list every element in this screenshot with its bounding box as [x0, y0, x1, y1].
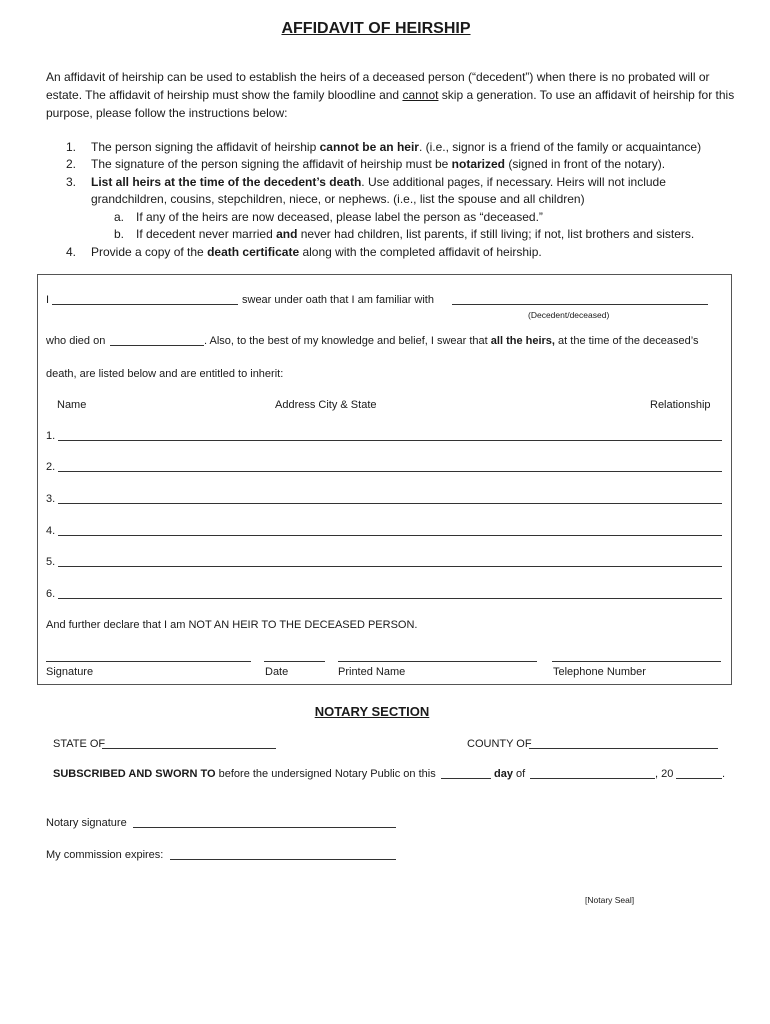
notary-signature-field[interactable]	[133, 827, 396, 828]
instruction-item-continued: grandchildren, cousins, stepchildren, niece, or nephews. (i.e., list the spouse and all children)	[91, 192, 585, 206]
instruction-number: 3.	[65, 175, 76, 189]
notary-seal-placeholder: [Notary Seal]	[585, 895, 635, 905]
sub-instruction-item: If decedent never married and never had children, list parents, if still living; if not, list brothers and sisters.	[136, 227, 695, 241]
commission-expiry-field[interactable]	[170, 859, 396, 860]
heir-line-field[interactable]	[58, 440, 722, 441]
decedent-caption: (Decedent/deceased)	[528, 310, 610, 320]
notary-section-heading: NOTARY SECTION	[314, 704, 430, 719]
telephone-field[interactable]	[552, 661, 721, 662]
heir-number: 3.	[46, 493, 56, 505]
day-label: day	[494, 768, 513, 780]
heir-line-field[interactable]	[58, 471, 722, 472]
column-header-address: Address City & State	[275, 399, 377, 411]
instruction-item: The person signing the affidavit of heirship cannot be an heir. (i.e., signor is a friend of the family or acquaintance)	[91, 140, 702, 154]
year-field[interactable]	[676, 778, 722, 779]
county-label: COUNTY OF	[467, 738, 532, 750]
heir-line-field[interactable]	[58, 503, 722, 504]
column-header-name: Name	[57, 399, 87, 411]
belief-statement: . Also, to the best of my knowledge and belief, I swear that all the heirs, at the time of the deceased’s	[204, 335, 699, 347]
died-on-label: who died on	[46, 335, 106, 347]
decedent-name-field[interactable]	[452, 304, 708, 305]
non-heir-declaration: And further declare that I am NOT AN HEIR TO THE DECEASED PERSON.	[46, 619, 418, 631]
of-label: of	[516, 768, 526, 780]
sentence-period: .	[722, 768, 726, 780]
telephone-label: Telephone Number	[553, 666, 646, 678]
sub-instruction-letter: a.	[114, 210, 125, 224]
month-field[interactable]	[530, 778, 655, 779]
instruction-number: 4.	[65, 245, 76, 259]
instruction-number: 2.	[65, 157, 76, 171]
year-prefix: , 20	[655, 768, 674, 780]
signature-label: Signature	[46, 666, 94, 678]
commission-label: My commission expires:	[46, 849, 164, 861]
date-of-death-field[interactable]	[110, 345, 204, 346]
sub-instruction-item: If any of the heirs are now deceased, please label the person as “deceased.”	[136, 210, 543, 224]
intro-underlined: cannot	[402, 88, 439, 102]
sub-instruction-letter: b.	[114, 227, 125, 241]
signature-field[interactable]	[46, 661, 251, 662]
heir-line-field[interactable]	[58, 566, 722, 567]
oath-text: swear under oath that I am familiar with	[242, 294, 434, 306]
instruction-item: The signature of the person signing the affidavit of heirship must be notarized (signed in front of the notary).	[91, 157, 666, 171]
heir-number: 1.	[46, 430, 56, 442]
date-field[interactable]	[264, 661, 325, 662]
intro-part2: skip a generation. To use an affidavit of heirship for this purpose, please follow the instructions below:	[46, 88, 735, 120]
heir-number: 6.	[46, 588, 56, 600]
day-field[interactable]	[441, 778, 491, 779]
state-field[interactable]	[102, 748, 276, 749]
column-header-relationship: Relationship	[650, 399, 711, 411]
oath-i-label: I	[46, 294, 50, 306]
date-label: Date	[265, 666, 289, 678]
notary-signature-label: Notary signature	[46, 817, 127, 829]
affiant-name-field[interactable]	[52, 304, 238, 305]
intro-part1: An affidavit of heirship can be used to establish the heirs of a deceased person (“decedent”) when there is no probated will or estate. The affidavit of heirship must show the family bloodline and	[46, 70, 710, 102]
heir-number: 4.	[46, 525, 56, 537]
printed-name-label: Printed Name	[338, 666, 406, 678]
instruction-item: List all heirs at the time of the decedent’s death. Use additional pages, if necessary. Heirs will not include	[91, 175, 666, 189]
intro-paragraph	[46, 68, 736, 122]
heir-line-field[interactable]	[58, 598, 722, 599]
heir-line-field[interactable]	[58, 535, 722, 536]
heir-number: 5.	[46, 556, 56, 568]
heir-number: 2.	[46, 461, 56, 473]
instruction-item: Provide a copy of the death certificate along with the completed affidavit of heirship.	[91, 245, 542, 259]
document-title: AFFIDAVIT OF HEIRSHIP	[281, 20, 471, 37]
state-label: STATE OF	[53, 738, 106, 750]
county-field[interactable]	[529, 748, 718, 749]
death-statement: death, are listed below and are entitled to inherit:	[46, 368, 284, 380]
printed-name-field[interactable]	[338, 661, 537, 662]
instruction-number: 1.	[65, 140, 76, 154]
sworn-statement: SUBSCRIBED AND SWORN TO before the undersigned Notary Public on this	[53, 768, 436, 780]
